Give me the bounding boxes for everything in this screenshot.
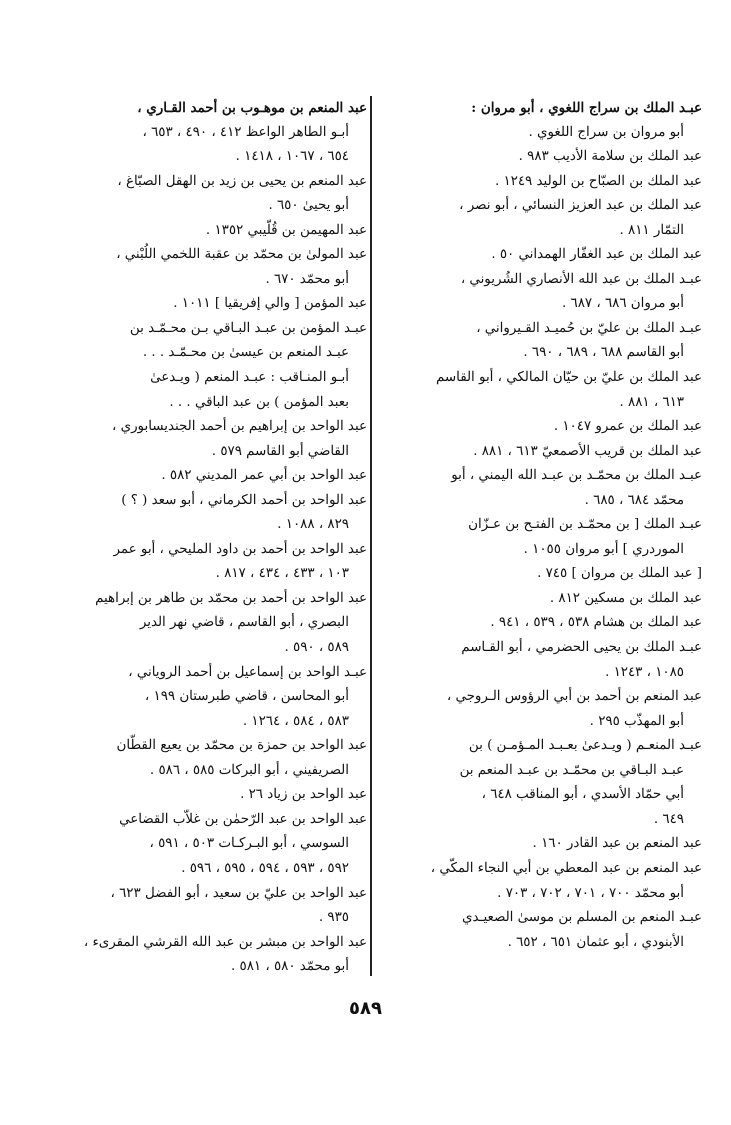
index-entry	[377, 636, 702, 685]
index-entry	[377, 464, 702, 513]
entry-heading-line: عبـد الملك بن محمّـد بن عبـد الله اليمني ، أبو	[451, 468, 702, 484]
index-entry	[42, 538, 367, 587]
index-entry	[377, 317, 702, 366]
entry-heading-line: عبد المولىٰ بن محمّد بن عقبة اللخمي اللُبْني ،	[116, 247, 367, 263]
entry-heading-line: عبد الواحد بن عليّ بن سعيد ، أبو الفضل ٦٢٣ ،	[110, 885, 367, 901]
entry-continuation-line: عبـد البـاقي بن محمّـد بن عبـد المنعم بن	[459, 762, 684, 778]
index-entry	[377, 96, 702, 145]
entry-continuation-line: ١٠٣ ، ٤٣٣ ، ٤٣٤ ، ٨١٧ .	[215, 566, 349, 582]
entry-continuation-line: أبو محمّد ٦٧٠ .	[265, 271, 349, 287]
index-entry	[42, 734, 367, 783]
entry-heading-line: عبد المنعم بن موهـوب بن أحمد القـاري ،	[137, 100, 367, 116]
entry-continuation-line: القاضي أبو القاسم ٥٧٩ .	[211, 443, 349, 459]
entry-continuation-line: أبو محمّد ٧٠٠ ، ٧٠١ ، ٧٠٢ ، ٧٠٣ .	[497, 885, 684, 901]
index-entry	[42, 170, 367, 219]
entry-heading-line: عبد الملك بن هشام ٥٣٨ ، ٥٣٩ ، ٩٤١ .	[490, 615, 702, 631]
entry-heading-line: عبد الملك بن عمرو ١٠٤٧ .	[553, 419, 702, 435]
entry-continuation-line: ٨٢٩ ، ١٠٨٨ .	[277, 517, 349, 533]
entry-heading-line: عبد المنعم بن عبد القادر ١٦٠ .	[532, 836, 702, 852]
entry-heading-line: عبـد الملك بن عليّ بن حُميـد القـيرواني ،	[476, 320, 702, 336]
entry-continuation-line: محمّد ٦٨٤ ، ٦٨٥ .	[584, 492, 684, 508]
entry-heading-line: عبد الواحد بن إبراهيم بن أحمد الجنديسابوري ،	[112, 419, 367, 435]
entry-heading-line: عبد الواحد بن أحمد بن داود المليحي ، أبو عمر	[113, 541, 367, 557]
index-entry	[377, 366, 702, 415]
index-entry	[377, 194, 702, 243]
index-entry	[377, 906, 702, 955]
entry-heading-line: عبد الملك بن مسكين ٨١٢ .	[549, 590, 702, 606]
entry-heading-line: عبد الملك بن عليّ بن حيّان المالكي ، أبو القاسم	[435, 370, 702, 386]
column-divider	[370, 96, 372, 976]
index-entry	[377, 440, 702, 465]
entry-heading-line: عبد المهيمن بن قُلّيبي ١٣٥٢ .	[205, 222, 367, 238]
index-entry	[42, 464, 367, 489]
entry-continuation-line: أبو مروان بن سراج اللغوي .	[528, 124, 684, 140]
entry-heading-line: عبـد الملك بن سراج اللغوي ، أبو مروان :	[471, 100, 702, 116]
entry-continuation-line: أبـو المنـاقب : عبـد المنعم ( ويـدعىٰ	[150, 370, 349, 386]
entry-continuation-line: التمّار ٨١١ .	[619, 222, 684, 238]
index-entry	[377, 268, 702, 317]
entry-heading-line: عبد الواحد بن أحمد الكرماني ، أبو سعد ( ؟ )	[121, 492, 367, 508]
entry-heading-line: [ عبد الملك بن مروان ] ٧٤٥ .	[537, 566, 702, 582]
index-entry	[42, 96, 367, 170]
index-entry	[42, 587, 367, 661]
entry-continuation-line: ٥٨٣ ، ٥٨٤ ، ١٢٦٤ .	[242, 713, 349, 729]
entry-continuation-line: أبـو الطاهر الواعظ ٤١٢ ، ٤٩٠ ، ٦٥٣ ،	[142, 124, 349, 140]
entry-heading-line: عبد الملك بن عبد العزيز النسائي ، أبو نصر ،	[459, 198, 702, 214]
index-entry	[42, 661, 367, 735]
index-entry	[42, 489, 367, 538]
index-column-left	[42, 96, 367, 980]
entry-continuation-line: ٦١٣ ، ٨٨١ .	[619, 394, 684, 410]
entry-continuation-line: عبـد المنعم بن عيسىٰ بن محـمّـد . . .	[142, 345, 349, 361]
index-entry	[42, 317, 367, 415]
index-entry	[377, 170, 702, 195]
entry-continuation-line: ١٠٨٥ ، ١٢٤٣ .	[605, 664, 684, 680]
entry-continuation-line: الصريفيني ، أبو البركات ٥٨٥ ، ٥٨٦ .	[149, 762, 349, 778]
index-entry	[377, 243, 702, 268]
entry-continuation-line: أبو مروان ٦٨٦ ، ٦٨٧ .	[562, 296, 684, 312]
index-column-right	[377, 96, 702, 955]
index-entry	[377, 145, 702, 170]
entry-continuation-line: الأبنودي ، أبو عثمان ٦٥١ ، ٦٥٢ .	[507, 934, 684, 950]
index-entry	[42, 219, 367, 244]
page-number: ٥٨٩	[349, 998, 382, 1019]
entry-continuation-line: ٥٨٩ ، ٥٩٠ .	[284, 640, 349, 656]
index-entry	[42, 292, 367, 317]
entry-heading-line: عبـد المؤمن بن عبـد البـاقي بـن محـمّـد بن	[129, 320, 367, 336]
entry-continuation-line: بعبد المؤمن ) بن عبد الباقي . . .	[169, 394, 349, 410]
entry-heading-line: عبد الواحد بن أحمد بن محمّد بن طاهر بن إبراهيم	[95, 590, 367, 606]
index-entry	[42, 808, 367, 882]
index-entry	[377, 513, 702, 562]
entry-heading-line: عبد الواحد بن زياد ٢٦ .	[240, 787, 367, 803]
entry-heading-line: عبد المنعم بن أحمد بن أبي الرؤوس الـروجي ،	[446, 689, 702, 705]
entry-heading-line: عبـد الواحد بن إسماعيل بن أحمد الروياني ،	[128, 664, 367, 680]
index-entry	[377, 415, 702, 440]
entry-continuation-line: أبو المهذّب ٢٩٥ .	[589, 713, 684, 729]
index-entry	[377, 734, 702, 832]
entry-heading-line: عبـد الملك بن عبد الله الأنصاري الشُريوني ،	[460, 271, 702, 287]
entry-heading-line: عبـد الملك [ بن محمّـد بن الفتـح بن عـزّان	[468, 517, 702, 533]
entry-continuation-line: ٦٥٤ ، ١٠٦٧ ، ١٤١٨ .	[235, 149, 349, 165]
entry-heading-line: عبد الواحد بن عبد الرّحمٰن بن غلاّب القضاعي	[119, 811, 367, 827]
index-entry	[377, 685, 702, 734]
index-entry	[377, 857, 702, 906]
entry-heading-line: عبد المنعم بن عبد المعطي بن أبي النجاء المكّي ،	[430, 860, 702, 876]
entry-continuation-line: أبي حمّاد الأسدي ، أبو المناقب ٦٤٨ ،	[481, 787, 684, 803]
index-entry	[377, 832, 702, 857]
index-entry	[377, 587, 702, 612]
entry-heading-line: عبد الملك بن الصبّاح بن الوليد ١٢٤٩ .	[494, 173, 702, 189]
entry-heading-line: عبد المؤمن [ والي إفريقيا ] ١٠١١ .	[173, 296, 367, 312]
entry-continuation-line: ٩٣٥ .	[318, 910, 349, 926]
index-entry	[42, 882, 367, 931]
entry-heading-line: عبـد المنعم بن المسلم بن موسىٰ الصعيـدي	[462, 910, 702, 926]
index-entry	[377, 562, 702, 587]
entry-heading-line: عبـد المنعـم ( ويـدعىٰ بعـبـد المـؤمـن ) بن	[468, 738, 702, 754]
entry-heading-line: عبد الواحد بن أبي عمر المديني ٥٨٢ .	[161, 468, 367, 484]
entry-continuation-line: السوسي ، أبو البـركـات ٥٠٣ ، ٥٩١ ،	[149, 836, 349, 852]
entry-heading-line: عبد الواحد بن مبشر بن عبد الله القرشي المقرىء ،	[83, 934, 367, 950]
entry-continuation-line: أبو يحيىٰ ٦٥٠ .	[268, 198, 349, 214]
index-entry	[377, 611, 702, 636]
entry-heading-line: عبد الملك بن عبد الغفّار الهمداني ٥٠ .	[491, 247, 702, 263]
index-entry	[42, 243, 367, 292]
entry-heading-line: عبد الملك بن سلامة الأديب ٩٨٣ .	[518, 149, 702, 165]
entry-heading-line: عبـد الملك بن يحيى الحضرمي ، أبو القـاسم	[461, 640, 702, 656]
entry-continuation-line: أبو القاسم ٦٨٨ ، ٦٨٩ ، ٦٩٠ .	[523, 345, 684, 361]
index-entry	[42, 783, 367, 808]
entry-heading-line: عبد الواحد بن حمزة بن محمّد بن يعيع القطّان	[116, 738, 367, 754]
entry-heading-line: عبد الملك بن قريب الأصمعيّ ٦١٣ ، ٨٨١ .	[473, 443, 702, 459]
entry-continuation-line: ٦٤٩ .	[653, 811, 684, 827]
index-entry	[42, 415, 367, 464]
entry-heading-line: عبد المنعم بن يحيى بن زيد بن الهقل الصبّاغ ،	[117, 173, 367, 189]
entry-continuation-line: الموردري ] أبو مروان ١٠٥٥ .	[523, 541, 684, 557]
index-entry	[42, 931, 367, 980]
entry-continuation-line: أبو المحاسن ، قاضي طبرستان ١٩٩ ،	[144, 689, 349, 705]
entry-continuation-line: ٥٩٢ ، ٥٩٣ ، ٥٩٤ ، ٥٩٥ ، ٥٩٦ .	[181, 860, 349, 876]
entry-continuation-line: أبو محمّد ٥٨٠ ، ٥٨١ .	[231, 959, 349, 975]
entry-continuation-line: البصري ، أبو القاسم ، قاضي نهر الدير	[139, 615, 349, 631]
